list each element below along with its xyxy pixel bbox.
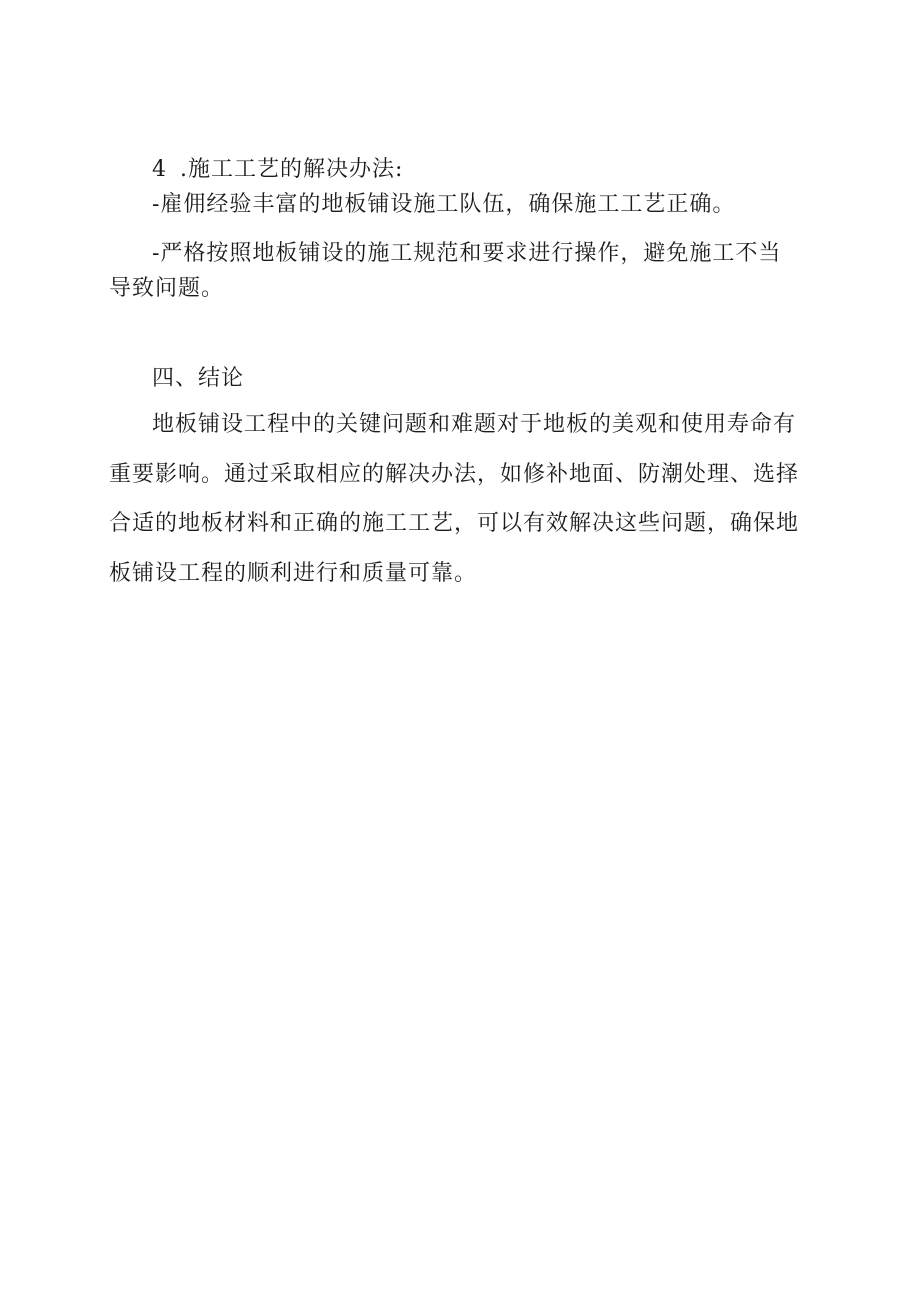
section-number: 4 (152, 157, 167, 182)
bullet-continuation: 导致问题。 (109, 276, 225, 301)
bullet-line: -严格按照地板铺设的施工规范和要求进行操作，避免施工不当 (152, 241, 782, 266)
bullet-line: -雇佣经验丰富的地板铺设施工队伍，确保施工工艺正确。 (152, 192, 736, 217)
section-title: .施工工艺的解决办法: (180, 157, 404, 182)
section-4-heading (152, 157, 403, 183)
paragraph-line: 合适的地板材料和正确的施工工艺，可以有效解决这些问题，确保地 (109, 511, 800, 536)
paragraph-line: 地板铺设工程中的关键问题和难题对于地板的美观和使用寿命有 (152, 412, 797, 437)
paragraph-line: 重要影响。通过采取相应的解决办法，如修补地面、防潮处理、选择 (109, 462, 800, 487)
conclusion-heading: 四、结论 (152, 366, 245, 391)
paragraph-line: 板铺设工程的顺利进行和质量可靠。 (109, 561, 478, 586)
